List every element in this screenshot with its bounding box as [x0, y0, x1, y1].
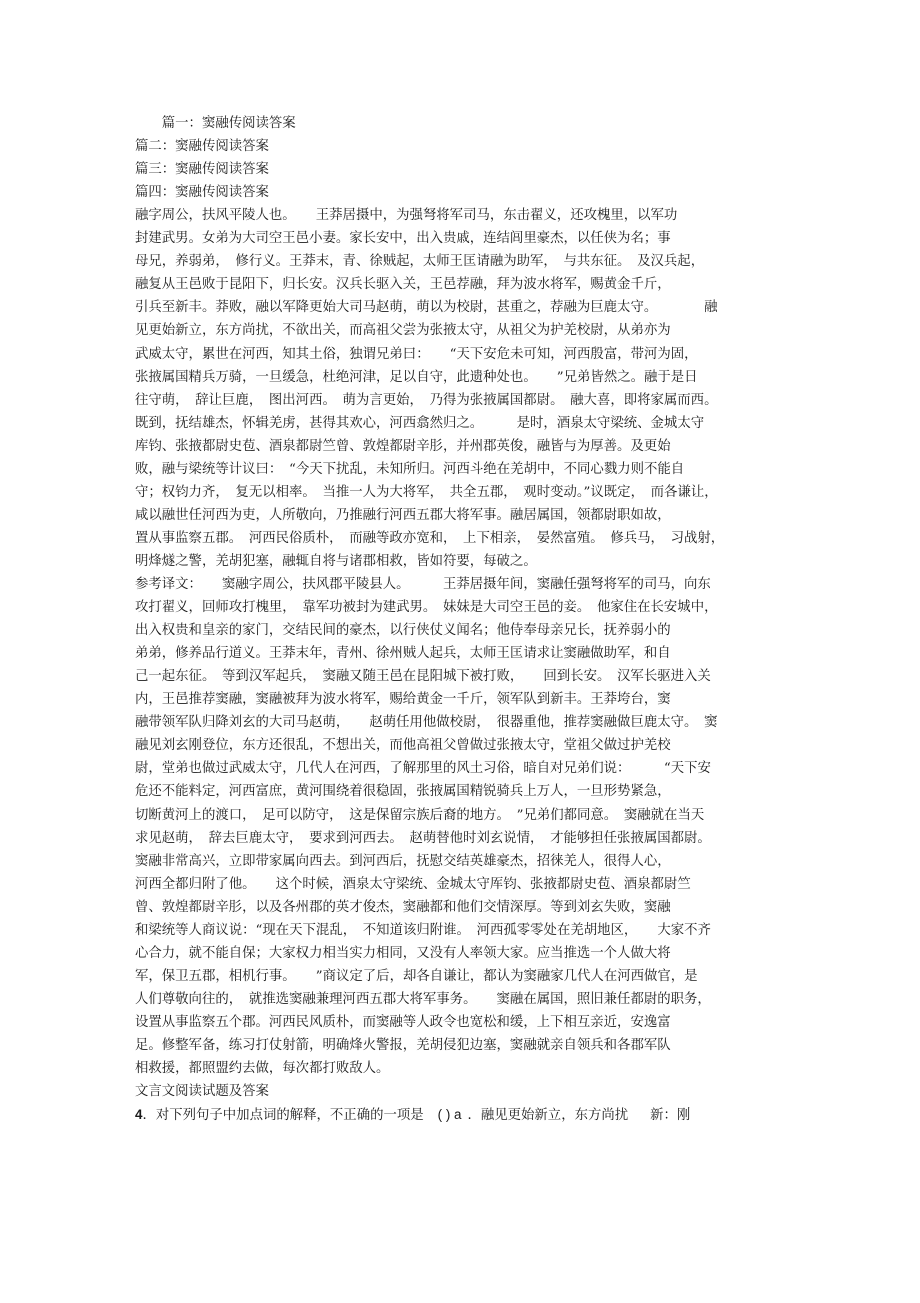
text-line: 融见刘玄刚登位，东方还很乱，不想出关，而他高祖父曾做过张掖太守，堂祖父做过护羌校: [135, 738, 671, 754]
text-line: 切断黄河上的渡口， 足可以防守， 这是保留宗族后裔的地方。 ”兄弟们都同意。 窦融就在当天: [135, 807, 705, 823]
text-line: 守；权钧力齐， 复无以相率。 当推一人为大将军， 共全五郡， 观时变动。”议既定， 而各谦让，: [135, 484, 718, 500]
text-line: 往守萌， 辞让巨鹿， 图出河西。 萌为言更始， 乃得为张掖属国都尉。 融大喜，即将家属而西。: [135, 392, 718, 408]
question-stem: ．对下列句子中加点词的解释，不正确的一项是: [142, 1107, 424, 1123]
text-line: 和梁统等人商议说：“现在天下混乱， 不知道该归附谁。 河西孤零零处在羌胡地区， 大家不齐: [135, 922, 711, 938]
text-line: 心合力，就不能自保；大家权力相当实力相同，又没有人率领大家。应当推选一个人做大将: [135, 945, 671, 961]
text-line: 既到，抚结雄杰，怀辑羌虏，甚得其欢心，河西翕然归之。 是时，酒泉太守梁统、金城太守: [135, 415, 705, 431]
text-line: 人们尊敬向往的， 就推选窦融兼理河西五郡大将军事务。 窦融在属国，照旧兼任都尉的职务，: [135, 991, 711, 1007]
section-heading: 篇四：窦融传阅读答案: [135, 185, 269, 201]
text-line: 出入权贵和皇亲的家门，交结民间的豪杰，以行侠仗义闻名；他侍奉母亲兄长，抚养弱小的: [135, 623, 671, 639]
text-line: 见更始新立，东方尚扰，不欲出关，而高祖父尝为张掖太守，从祖父为护羌校尉，从弟亦为: [135, 323, 671, 339]
text-line: 封建武男。女弟为大司空王邑小妻。家长安中，出入贵戚，连结闾里豪杰，以任侠为名；事: [135, 231, 671, 247]
text-line: 咸以融世任河西为吏，人所敬向，乃推融行河西五郡大将军事。融居属国，领都尉职如故，: [135, 507, 671, 523]
text-line: 相救援，都照盟约去做，每次都打败敌人。: [135, 1061, 390, 1077]
section-heading: 篇二：窦融传阅读答案: [135, 139, 269, 155]
section-heading: 篇一：窦融传阅读答案: [135, 116, 296, 131]
text-line: 引兵至新丰。莽败，融以军降更始大司马赵萌，萌以为校尉，甚重之，荐融为巨鹿太守。 融: [135, 300, 718, 316]
text-line: 攻打翟义，回师攻打槐里， 靠军功被封为建武男。 妹妹是大司空王邑的妾。 他家住在长安城中，: [135, 600, 718, 616]
text-line: 河西全都归附了他。 这个时候，酒泉太守梁统、金城太守厍钧、张掖都尉史苞、酒泉都尉竺: [135, 876, 691, 892]
text-line: 设置从事监察五个郡。河西民风质朴，而窦融等人政令也宽松和缓，上下相互亲近，安逸富: [135, 1014, 671, 1030]
text-line: 曾、敦煌都尉辛肜，以及各州郡的英才俊杰，窦融都和他们交情深厚。等到刘玄失败，窦融: [135, 899, 671, 915]
text-line: 危还不能料定，河西富庶，黄河围绕着很稳固，张掖属国精锐骑兵上万人，一旦形势紧急，: [135, 784, 671, 800]
text-line: 母兄，养弱弟， 修行义。王莽末，青、徐贼起，太师王匡请融为助军， 与共东征。 及汉兵起，: [135, 254, 705, 270]
text-line: 库钧、张掖都尉史苞、酒泉都尉竺曾、敦煌都尉辛肜，并州郡英俊，融皆与为厚善。及更始: [135, 438, 671, 454]
text-line: 尉，堂弟也做过武威太守，几代人在河西，了解那里的风土习俗，暗自对兄弟们说： “天下安: [135, 761, 711, 777]
text-line: 参考译文： 窦融字周公，扶风郡平陵县人。 王莽居摄年间，窦融任强弩将军的司马，向东: [135, 577, 711, 592]
text-line: 内，王邑推荐窦融，窦融被拜为波水将军，赐给黄金一千斤，领军队到新丰。王莽垮台，窦: [135, 692, 671, 708]
text-line: 足。修整军备，练习打仗射箭，明确烽火警报，羌胡侵犯边塞，窦融就亲自领兵和各郡军队: [135, 1038, 671, 1053]
text-line: 武威太守，累世在河西，知其土俗，独谓兄弟曰： “天下安危未可知，河西殷富，带河为固，: [135, 346, 698, 362]
option-text: ．融见更始新立，东方尚扰: [467, 1107, 629, 1123]
text-line: 文言文阅读试题及答案: [135, 1084, 269, 1100]
text-line: 融复从王邑败于昆阳下，归长安。汉兵长驱入关，王邑荐融，拜为波水将军，赐黄金千斤，: [135, 277, 671, 293]
text-line: 张掖属国精兵万骑，一旦缓急，杜绝河津，足以自守，此遗种处也。 ”兄弟皆然之。融于是日: [135, 369, 698, 385]
text-line: 军，保卫五郡，相机行事。 ”商议定了后，却各自谦让，都认为窦融家几代人在河西做官，是: [135, 968, 698, 984]
gloss-text: 新：刚: [650, 1107, 691, 1123]
question-number: 4: [135, 1107, 143, 1123]
question-line: [135, 1103, 795, 1126]
section-heading: 篇三：窦融传阅读答案: [135, 162, 269, 178]
text-line: 弟弟，修养品行道义。王莽末年，青州、徐州贼人起兵，太师王匡请求让窦融做助军，和自: [135, 646, 671, 662]
text-line: 明烽燧之警，羌胡犯塞，融辄自将与诸郡相救，皆如符要，每破之。: [135, 553, 537, 569]
answer-slot: ( ) a: [437, 1107, 462, 1123]
text-line: 求见赵萌， 辞去巨鹿太守， 要求到河西去。 赵萌替他时刘玄说情， 才能够担任张掖属国都尉。: [135, 830, 711, 846]
text-line: 置从事监察五郡。 河西民俗质朴， 而融等政亦宽和， 上下相亲， 晏然富殖。 修兵马， 习战射，: [135, 530, 725, 546]
text-line: 败，融与梁统等计议曰： “今天下扰乱，未知所归。河西斗绝在羌胡中，不同心戮力则不能自: [135, 461, 685, 477]
text-line: 己一起东征。 等到汉军起兵， 窦融又随王邑在昆阳城下被打败， 回到长安。 汉军长驱进入关: [135, 669, 711, 685]
text-line: 窦融非常高兴，立即带家属向西去。到河西后，抚慰交结英雄豪杰，招徕羌人，很得人心，: [135, 853, 671, 869]
text-line: 融带领军队归降刘玄的大司马赵萌， 赵萌任用他做校尉， 很器重他，推荐窦融做巨鹿太守。 窦: [135, 715, 718, 731]
text-line: 融字周公，扶风平陵人也。 王莽居摄中，为强弩将军司马，东击翟义，还攻槐里，以军功: [135, 208, 678, 224]
